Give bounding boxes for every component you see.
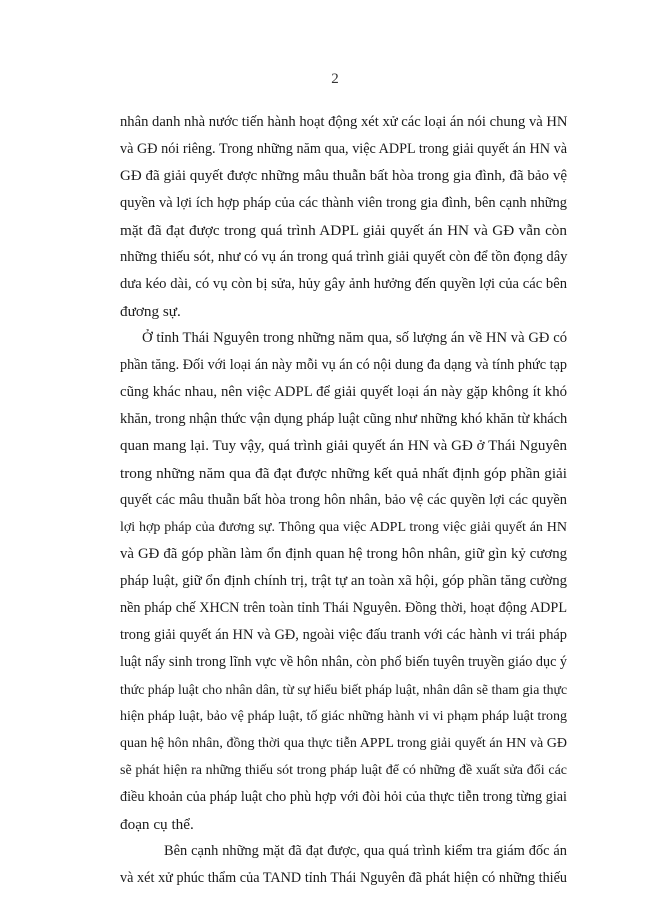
text-line: Ở tỉnh Thái Nguyên trong những năm qua, số lượng án về HN và GĐ có	[142, 330, 567, 346]
text-line: quan hệ hôn nhân, đồng thời qua thực tiễn APPL trong giải quyết án HN và GĐ	[120, 736, 567, 751]
text-line: lợi hợp pháp của đương sự. Thông qua việc ADPL trong việc giải quyết án HN	[120, 520, 567, 535]
text-line: khăn, trong nhận thức vận dụng pháp luật cũng như những khó khăn từ khách	[120, 411, 568, 427]
text-line: mặt đã đạt được trong quá trình ADPL giải quyết án HN và GĐ vẫn còn	[120, 222, 567, 239]
text-line: sẽ phát hiện ra những thiếu sót trong pháp luật để có những đề xuất sửa đổi các	[120, 763, 567, 778]
text-line: Bên cạnh những mặt đã đạt được, qua quá trình kiểm tra giám đốc án	[164, 843, 567, 859]
text-line: đoạn cụ thể.	[120, 816, 194, 833]
page-number: 2	[331, 71, 339, 87]
text-line: phần tăng. Đối với loại án này mỗi vụ án có nội dung đa dạng và tính phức tạp	[120, 357, 567, 373]
text-line: đương sự.	[120, 303, 181, 320]
text-line: trong những năm qua đã đạt được những kết quả nhất định góp phần giải	[120, 465, 567, 482]
text-line: những thiếu sót, như có vụ án trong quá trình giải quyết còn để tồn đọng dây	[120, 249, 568, 265]
text-line: quyết các mâu thuẫn bất hòa trong hôn nhân, bảo vệ các quyền lợi các quyền	[120, 492, 567, 508]
text-line: quan mang lại. Tuy vậy, quá trình giải quyết án HN và GĐ ở Thái Nguyên	[120, 438, 567, 454]
text-line: và xét xử phúc thẩm của TAND tỉnh Thái Nguyên đã phát hiện có những thiếu	[120, 870, 567, 886]
text-line: pháp luật, giữ ổn định chính trị, trật tự an toàn xã hội, góp phần tăng cường	[120, 573, 567, 589]
paragraph	[120, 838, 567, 892]
paragraph	[120, 325, 567, 838]
paragraph	[120, 109, 567, 325]
text-line: hiện pháp luật, bảo vệ pháp luật, tố giác những hành vi vi phạm pháp luật trong	[120, 709, 567, 724]
text-line: và GĐ đã góp phần làm ổn định quan hệ trong hôn nhân, giữ gìn kỷ cương	[120, 546, 567, 562]
text-line: nhân danh nhà nước tiến hành hoạt động xét xử các loại án nói chung và HN	[120, 114, 568, 130]
text-line: thức pháp luật cho nhân dân, từ sự hiểu biết pháp luật, nhân dân sẽ tham gia thực	[120, 682, 568, 697]
text-line: cũng khác nhau, nên việc ADPL để giải quyết loại án này gặp không ít khó	[120, 384, 567, 400]
body-text	[120, 109, 567, 892]
text-line: GĐ đã giải quyết được những mâu thuẫn bất hòa trong gia đình, đã bảo vệ	[120, 168, 567, 184]
text-line: trong giải quyết án HN và GĐ, ngoài việc đấu tranh với các hành vi trái pháp	[120, 627, 567, 643]
text-line: điều khoản của pháp luật cho phù hợp với đòi hỏi của thực tiễn trong từng giai	[120, 789, 567, 805]
text-line: dưa kéo dài, có vụ còn bị sửa, hủy gây ảnh hưởng đến quyền lợi của các bên	[120, 276, 567, 292]
text-line: quyền và lợi ích hợp pháp của các thành viên trong gia đình, bên cạnh những	[120, 195, 567, 211]
text-line: luật nẩy sinh trong lĩnh vực về hôn nhân, còn phổ biến tuyên truyền giáo dục ý	[120, 654, 568, 670]
text-line: nền pháp chế XHCN trên toàn tỉnh Thái Nguyên. Đồng thời, hoạt động ADPL	[120, 600, 567, 616]
text-line: và GĐ nói riêng. Trong những năm qua, việc ADPL trong giải quyết án HN và	[120, 141, 567, 157]
